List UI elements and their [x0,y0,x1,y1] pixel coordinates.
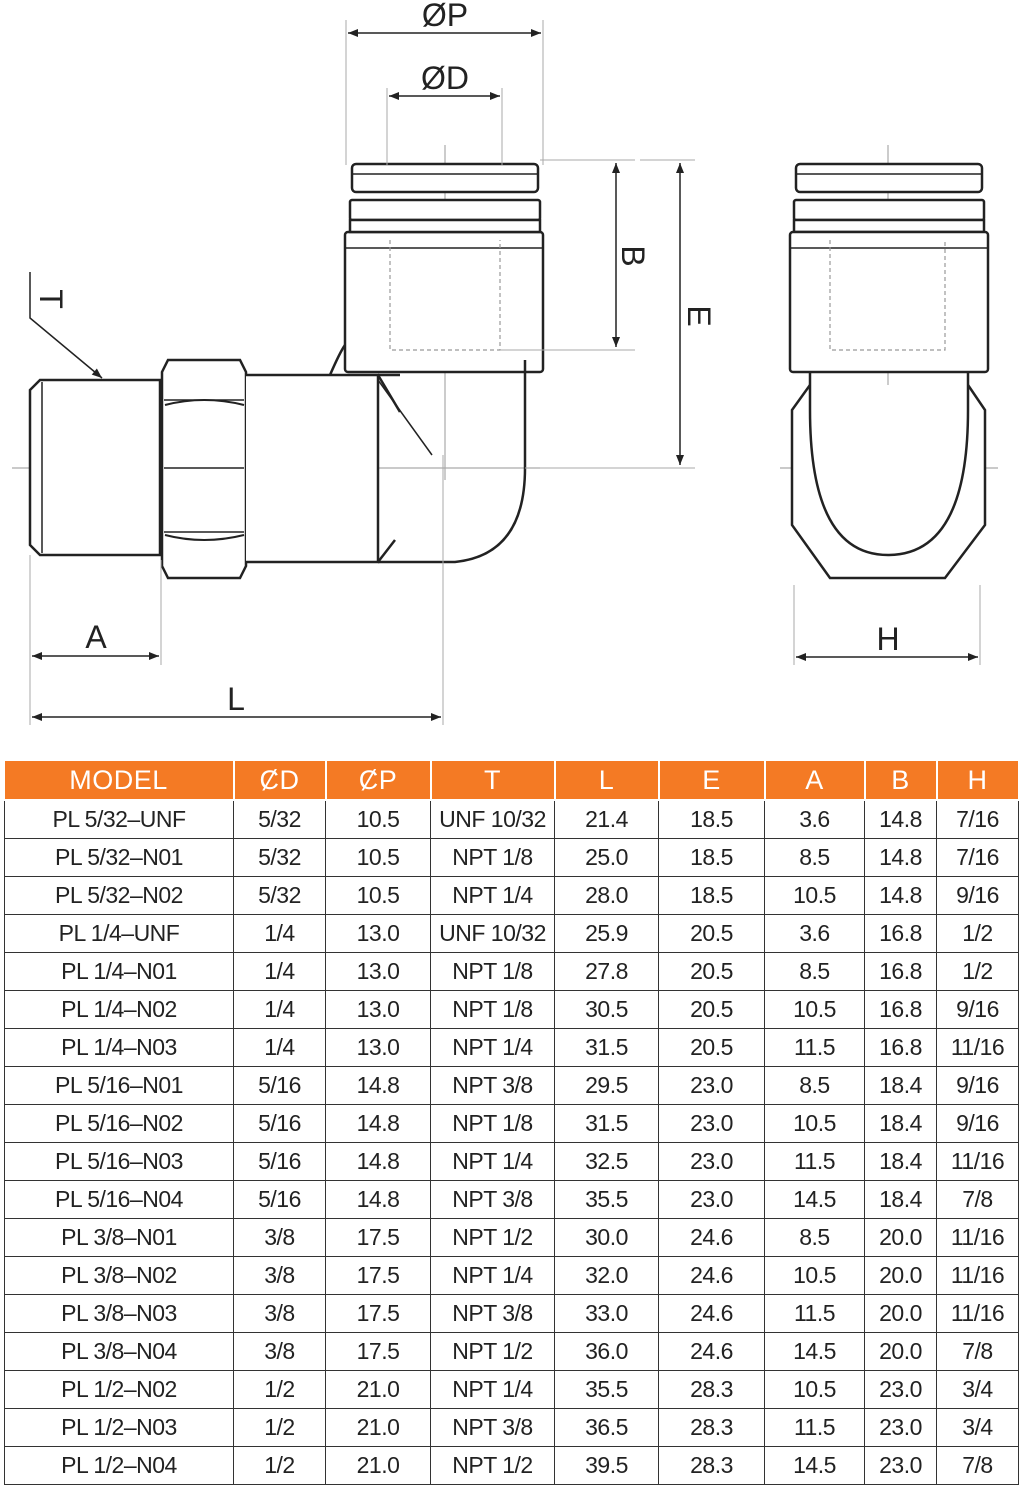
cell-b: 23.0 [865,1447,937,1485]
cell-p: 14.8 [326,1105,431,1143]
cell-h: 11/16 [937,1143,1019,1181]
cell-model: PL 3/8–N02 [5,1257,234,1295]
header-e: E [659,760,765,800]
cell-model: PL 1/4–N03 [5,1029,234,1067]
cell-h: 11/16 [937,1029,1019,1067]
cell-d: 1/4 [234,915,326,953]
cell-b: 23.0 [865,1371,937,1409]
cell-t: NPT 1/4 [431,1029,555,1067]
cell-p: 13.0 [326,953,431,991]
cell-e: 18.5 [659,800,765,839]
cell-b: 23.0 [865,1409,937,1447]
cell-e: 20.5 [659,915,765,953]
release-collar [352,164,538,192]
cell-h: 1/2 [937,915,1019,953]
table-row [5,1409,1019,1447]
table-row [5,915,1019,953]
side-hex [792,385,985,578]
cell-l: 36.5 [555,1409,659,1447]
cell-p: 13.0 [326,915,431,953]
cell-h: 11/16 [937,1295,1019,1333]
cell-t: NPT 1/2 [431,1333,555,1371]
table-header-row [5,760,1019,800]
cell-h: 7/16 [937,800,1019,839]
cell-l: 35.5 [555,1181,659,1219]
cell-t: NPT 1/8 [431,1105,555,1143]
cell-e: 24.6 [659,1219,765,1257]
table-row [5,1447,1019,1485]
cell-p: 14.8 [326,1143,431,1181]
cell-b: 18.4 [865,1181,937,1219]
cell-a: 14.5 [765,1181,865,1219]
cell-e: 23.0 [659,1105,765,1143]
cell-h: 9/16 [937,1105,1019,1143]
fitting-technical-drawing [0,0,1022,740]
cell-model: PL 1/2–N04 [5,1447,234,1485]
cell-d: 5/16 [234,1143,326,1181]
cell-h: 11/16 [937,1219,1019,1257]
threaded-end [30,380,160,555]
cell-a: 8.5 [765,1219,865,1257]
cell-h: 9/16 [937,877,1019,915]
cell-a: 10.5 [765,1105,865,1143]
cell-e: 20.5 [659,953,765,991]
cell-d: 1/4 [234,953,326,991]
cell-d: 3/8 [234,1295,326,1333]
cell-l: 36.0 [555,1333,659,1371]
cell-b: 18.4 [865,1067,937,1105]
cell-d: 5/32 [234,800,326,839]
cell-model: PL 5/32–UNF [5,800,234,839]
cell-a: 3.6 [765,915,865,953]
cell-t: NPT 1/8 [431,991,555,1029]
cell-model: PL 5/16–N01 [5,1067,234,1105]
header-a: A [765,760,865,800]
cell-l: 27.8 [555,953,659,991]
cell-h: 11/16 [937,1257,1019,1295]
header-t: T [431,760,555,800]
cell-t: NPT 1/8 [431,953,555,991]
cell-e: 28.3 [659,1447,765,1485]
table-body [5,800,1019,1485]
cell-l: 30.0 [555,1219,659,1257]
cell-d: 5/16 [234,1067,326,1105]
cell-a: 11.5 [765,1143,865,1181]
table-row [5,1257,1019,1295]
cell-e: 24.6 [659,1257,765,1295]
cell-p: 17.5 [326,1257,431,1295]
cell-d: 1/4 [234,1029,326,1067]
table-row [5,839,1019,877]
header-model: MODEL [5,760,234,800]
cell-d: 5/16 [234,1181,326,1219]
cell-d: 1/2 [234,1447,326,1485]
dim-t-label: T [33,289,69,309]
cell-model: PL 5/16–N04 [5,1181,234,1219]
cell-d: 1/2 [234,1371,326,1409]
table-row [5,953,1019,991]
dim-d-label: ØD [421,60,469,96]
cell-p: 10.5 [326,839,431,877]
header-d: ȻD [234,760,326,800]
cell-e: 18.5 [659,839,765,877]
table-row [5,1371,1019,1409]
header-l: L [555,760,659,800]
table-row [5,800,1019,839]
table-row [5,1029,1019,1067]
table-row [5,1219,1019,1257]
dim-h-label: H [876,621,900,657]
cell-b: 16.8 [865,915,937,953]
cell-e: 28.3 [659,1371,765,1409]
dim-l-label: L [227,681,245,717]
hex-nut [162,360,246,578]
cell-a: 10.5 [765,877,865,915]
cell-e: 20.5 [659,991,765,1029]
cell-b: 20.0 [865,1333,937,1371]
cell-b: 18.4 [865,1105,937,1143]
cell-h: 7/8 [937,1181,1019,1219]
cell-h: 7/16 [937,839,1019,877]
cell-a: 14.5 [765,1447,865,1485]
cell-t: NPT 1/4 [431,1257,555,1295]
table-row [5,1333,1019,1371]
cell-b: 16.8 [865,1029,937,1067]
cell-t: NPT 3/8 [431,1295,555,1333]
cell-h: 7/8 [937,1333,1019,1371]
spec-table [4,759,1020,1485]
cell-t: NPT 1/8 [431,839,555,877]
cell-model: PL 1/4–N01 [5,953,234,991]
cell-d: 5/32 [234,839,326,877]
cell-model: PL 5/32–N02 [5,877,234,915]
cell-a: 8.5 [765,953,865,991]
cell-l: 29.5 [555,1067,659,1105]
cell-model: PL 5/16–N03 [5,1143,234,1181]
dim-p-label: ØP [421,0,469,33]
vertical-body [345,232,543,372]
cell-model: PL 3/8–N03 [5,1295,234,1333]
dim-e-label: E [681,305,717,327]
cell-a: 11.5 [765,1409,865,1447]
header-h: H [937,760,1019,800]
cell-model: PL 1/2–N02 [5,1371,234,1409]
cell-l: 30.5 [555,991,659,1029]
cell-t: NPT 3/8 [431,1067,555,1105]
cell-e: 23.0 [659,1067,765,1105]
cell-t: NPT 3/8 [431,1409,555,1447]
cell-a: 8.5 [765,839,865,877]
cell-e: 23.0 [659,1143,765,1181]
cell-l: 33.0 [555,1295,659,1333]
cell-e: 20.5 [659,1029,765,1067]
elbow-body [246,375,378,562]
cell-e: 24.6 [659,1333,765,1371]
cell-b: 14.8 [865,800,937,839]
cell-t: NPT 1/4 [431,1371,555,1409]
cell-e: 23.0 [659,1181,765,1219]
cell-h: 3/4 [937,1371,1019,1409]
cell-b: 20.0 [865,1219,937,1257]
cell-p: 13.0 [326,1029,431,1067]
cell-l: 31.5 [555,1105,659,1143]
header-b: B [865,760,937,800]
cell-p: 10.5 [326,800,431,839]
cell-h: 3/4 [937,1409,1019,1447]
cell-t: NPT 3/8 [431,1181,555,1219]
cell-b: 20.0 [865,1257,937,1295]
cell-l: 39.5 [555,1447,659,1485]
cell-e: 28.3 [659,1409,765,1447]
table-row [5,1181,1019,1219]
cell-p: 21.0 [326,1447,431,1485]
cell-model: PL 1/4–N02 [5,991,234,1029]
dim-b-label: B [615,245,651,267]
cell-b: 16.8 [865,991,937,1029]
cell-e: 18.5 [659,877,765,915]
cell-l: 25.9 [555,915,659,953]
cell-l: 31.5 [555,1029,659,1067]
table-row [5,1295,1019,1333]
table-row [5,877,1019,915]
cell-p: 17.5 [326,1333,431,1371]
cell-l: 32.0 [555,1257,659,1295]
cell-h: 1/2 [937,953,1019,991]
cell-model: PL 1/4–UNF [5,915,234,953]
cell-l: 25.0 [555,839,659,877]
cell-a: 8.5 [765,1067,865,1105]
cell-p: 17.5 [326,1295,431,1333]
side-view [780,145,998,578]
front-view [12,145,543,578]
cell-t: UNF 10/32 [431,800,555,839]
cell-p: 17.5 [326,1219,431,1257]
cell-l: 32.5 [555,1143,659,1181]
dim-a-label: A [85,619,107,655]
cell-h: 7/8 [937,1447,1019,1485]
cell-t: NPT 1/4 [431,1143,555,1181]
cell-model: PL 3/8–N01 [5,1219,234,1257]
cell-a: 10.5 [765,1371,865,1409]
cell-p: 14.8 [326,1067,431,1105]
cell-p: 21.0 [326,1371,431,1409]
table-row [5,991,1019,1029]
cell-h: 9/16 [937,991,1019,1029]
cell-model: PL 5/32–N01 [5,839,234,877]
collet-ring [350,200,540,220]
cell-t: NPT 1/2 [431,1219,555,1257]
cell-t: NPT 1/2 [431,1447,555,1485]
cell-t: UNF 10/32 [431,915,555,953]
header-p: ȻP [326,760,431,800]
table-row [5,1067,1019,1105]
cell-b: 14.8 [865,839,937,877]
cell-a: 11.5 [765,1029,865,1067]
cell-l: 21.4 [555,800,659,839]
cell-d: 3/8 [234,1219,326,1257]
cell-l: 28.0 [555,877,659,915]
cell-h: 9/16 [937,1067,1019,1105]
cell-e: 24.6 [659,1295,765,1333]
cell-l: 35.5 [555,1371,659,1409]
table-row [5,1143,1019,1181]
cell-a: 3.6 [765,800,865,839]
cell-p: 10.5 [326,877,431,915]
cell-d: 1/2 [234,1409,326,1447]
cell-p: 14.8 [326,1181,431,1219]
cell-d: 5/16 [234,1105,326,1143]
cell-t: NPT 1/4 [431,877,555,915]
cell-d: 3/8 [234,1333,326,1371]
cell-a: 10.5 [765,991,865,1029]
cell-a: 11.5 [765,1295,865,1333]
cell-d: 1/4 [234,991,326,1029]
cell-b: 16.8 [865,953,937,991]
table-row [5,1105,1019,1143]
cell-b: 20.0 [865,1295,937,1333]
cell-d: 5/32 [234,877,326,915]
cell-b: 18.4 [865,1143,937,1181]
cell-model: PL 3/8–N04 [5,1333,234,1371]
cell-p: 21.0 [326,1409,431,1447]
cell-a: 14.5 [765,1333,865,1371]
cell-a: 10.5 [765,1257,865,1295]
cell-d: 3/8 [234,1257,326,1295]
cell-model: PL 5/16–N02 [5,1105,234,1143]
cell-model: PL 1/2–N03 [5,1409,234,1447]
cell-p: 13.0 [326,991,431,1029]
cell-b: 14.8 [865,877,937,915]
